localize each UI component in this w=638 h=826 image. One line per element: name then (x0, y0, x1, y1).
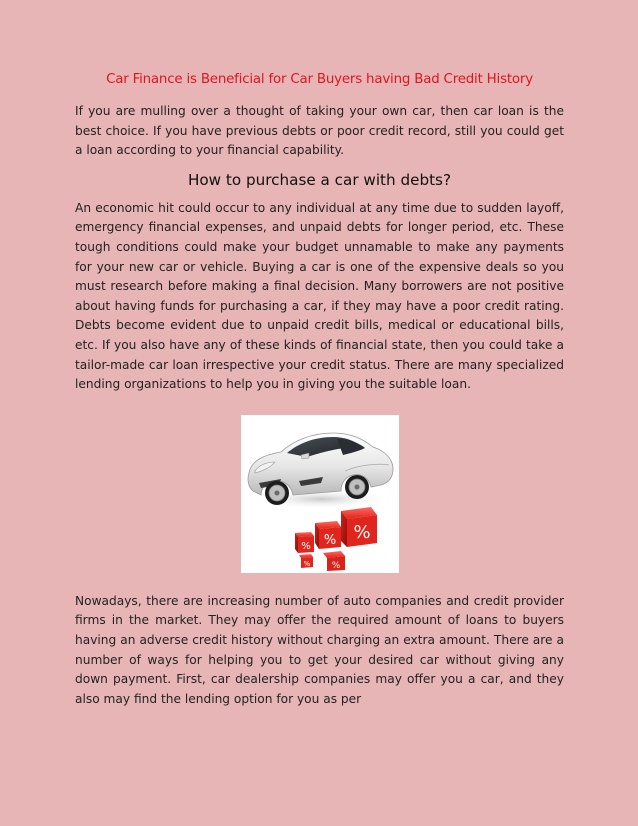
percent-label-medium: % (323, 532, 336, 548)
document-page (75, 70, 564, 709)
percent-label-bottom: % (331, 560, 340, 571)
percent-label-tiny: % (303, 559, 310, 568)
intro-paragraph: If you are mulling over a thought of taking your own car, then car loan is the best choice. If you have previous debts or poor credit record, still you could get a loan according to your financial capability. (75, 104, 564, 158)
body-paragraph-2: Nowadays, there are increasing number of auto companies and credit provider firms in the market. They may offer the required amount of loans to buyers having an adverse credit history without charging an extra amount. There are a number of ways for helping you to get your desired car without giving any down payment. First, car dealership companies may offer you a car, and they also may find the lending option for you as per (75, 593, 564, 706)
section-heading: How to purchase a car with debts? (187, 170, 452, 189)
document-title: Car Finance is Beneficial for Car Buyers having Bad Credit History (106, 72, 533, 87)
percent-label-large: % (352, 521, 371, 543)
percent-label-small: % (300, 540, 311, 552)
body-paragraph-1: An economic hit could occur to any individual at any time due to sudden layoff, emergency financial expenses, and unpaid debts for longer period, etc. These tough conditions could make your budget unnamable to make any payments for your new car or vehicle. Buying a car is one of the expensive deals so you must research before making a final decision. Many borrowers are not positive about having funds for purchasing a car, if they may have a poor credit rating. Debts become evident due to unpaid credit bills, medical or educational bills, etc. If you also have any of these kinds of financial state, then you could take a tailor-made car loan irrespective your credit status. There are many specialized lending organizations to help you in giving you the suitable loan. (75, 200, 564, 392)
percent-cubes (295, 507, 377, 571)
car-illustration (241, 415, 399, 573)
car-with-percent-cubes-image (241, 415, 399, 573)
